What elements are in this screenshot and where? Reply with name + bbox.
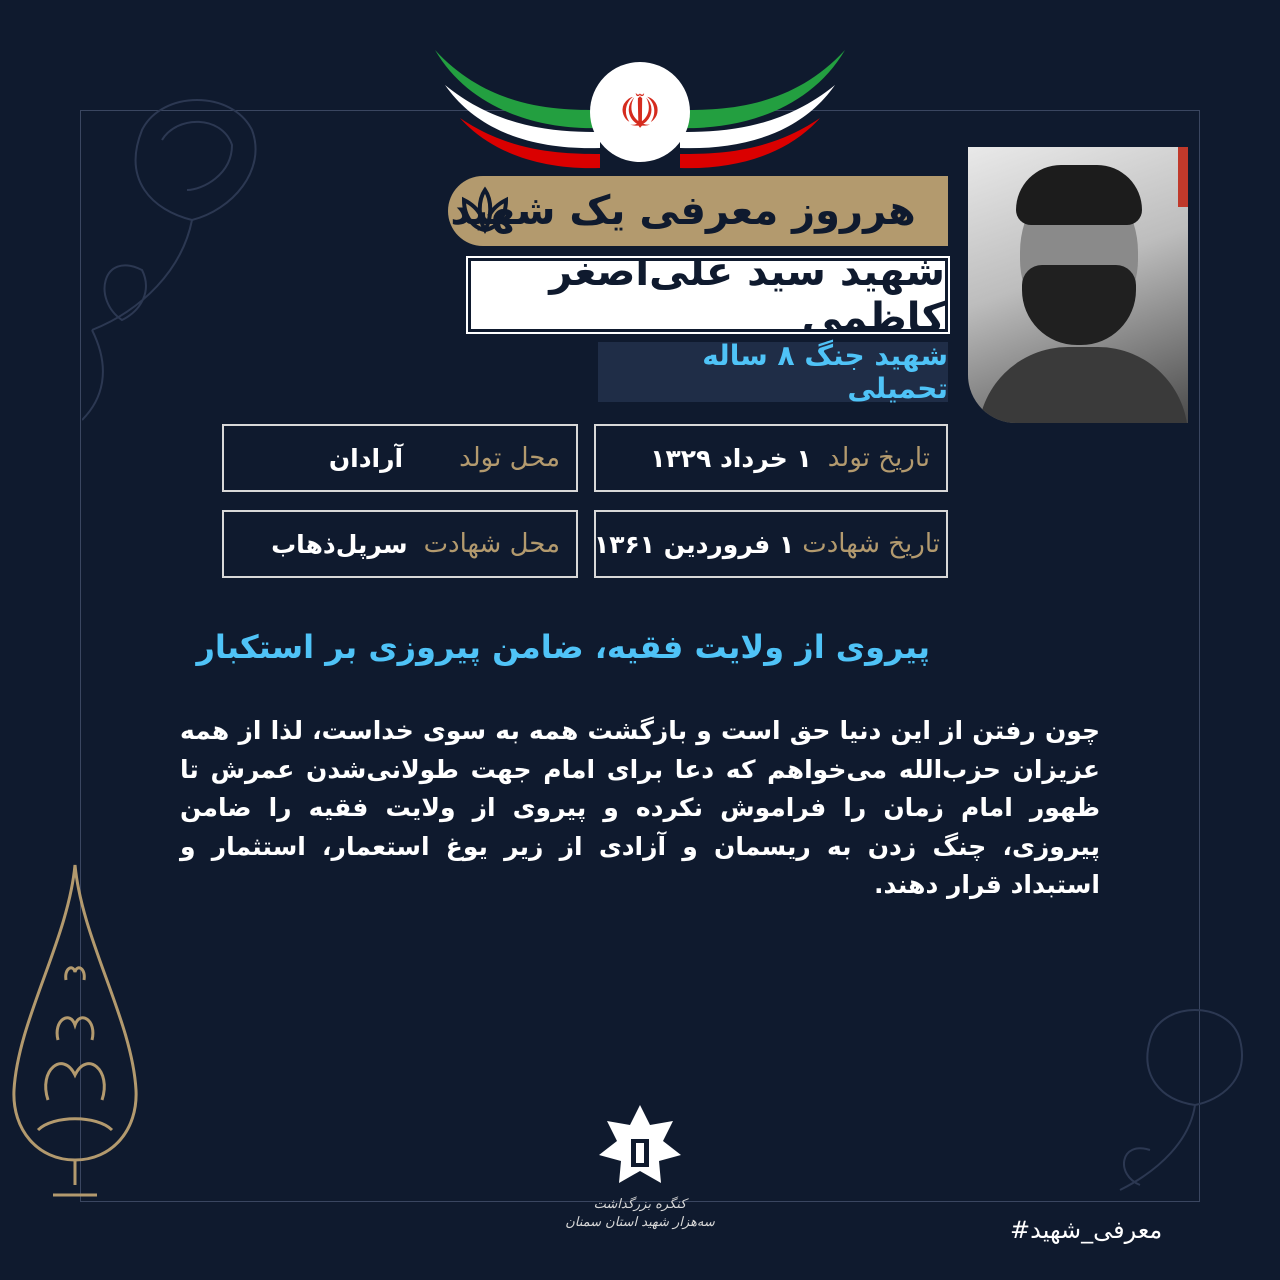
birth-date-value: ۱ خرداد ۱۳۲۹ [650, 443, 812, 473]
tulip-icon [456, 182, 514, 240]
martyrdom-place-value: سرپل‌ذهاب [271, 529, 408, 559]
slogan: پیروی از ولایت فقیه، ضامن پیروزی بر استکبار [196, 628, 930, 666]
hashtag: #معرفی_شهید [1010, 1216, 1163, 1244]
category-badge [598, 339, 948, 405]
birth-place-box [222, 424, 578, 492]
organization-line-2: سه‌هزار شهید استان سمنان [565, 1215, 715, 1230]
martyrdom-date-label: تاریخ شهادت [802, 529, 940, 559]
rose-outline-icon [1100, 980, 1280, 1200]
martyrdom-place-box [222, 510, 578, 578]
iran-emblem-icon: ☫ [590, 62, 690, 162]
organization-line-1: کنگره بزرگداشت [593, 1197, 687, 1212]
organization-name [560, 1196, 720, 1232]
birth-date-box [594, 424, 948, 492]
martyr-name-box [468, 249, 948, 341]
banner-title: هرروز معرفی یک شهید [450, 188, 916, 234]
birth-place-label: محل تولد [459, 443, 560, 473]
category-text: شهید جنگ ۸ ساله تحمیلی [702, 339, 948, 405]
rose-outline-icon [82, 70, 282, 430]
martyrdom-date-box [594, 510, 948, 578]
organization-logo-icon [595, 1095, 685, 1195]
testament-text: چون رفتن از این دنیا حق است و بازگشت همه به سوی خداست، لذا از همه عزیزان حزب‌الله می‌خواهم که دعا برای امام جهت طولانی‌شدن عمرش تا ظهور امام زمان را فراموش نکرده و پیروی از ولایت فقیه را ضامن پیروزی، چنگ زدن به ریسمان و آزادی از زیر یوغ استعمار، استثمار و استبداد قرار دهند. [180, 716, 1100, 899]
ornament-teardrop-icon [8, 860, 142, 1200]
martyr-name: شهید سید علی‌اصغر کاظمی [549, 249, 945, 341]
birth-date-label: تاریخ تولد [827, 443, 930, 473]
martyrdom-place-label: محل شهادت [423, 529, 560, 559]
martyr-photo [968, 147, 1188, 423]
martyrdom-date-value: ۱ فروردین ۱۳۶۱ [593, 529, 795, 559]
birth-place-value: آرادان [328, 443, 404, 473]
title-banner [448, 176, 948, 246]
